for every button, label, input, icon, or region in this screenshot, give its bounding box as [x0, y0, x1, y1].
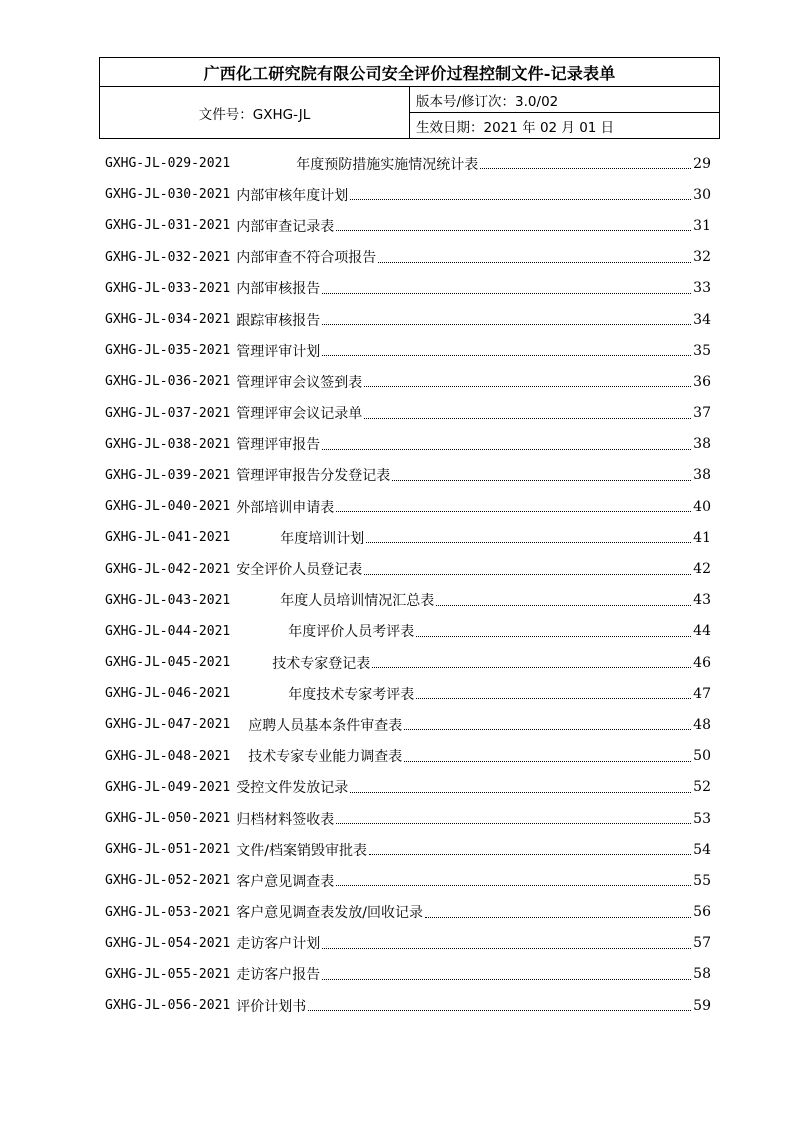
- toc-dot-leader: [364, 574, 691, 575]
- toc-entry-code: GXHG-JL-055-2021: [105, 966, 231, 982]
- toc-entry-page-number: 58: [693, 966, 711, 983]
- toc-dot-leader: [336, 885, 691, 886]
- toc-entry-title: 内部审查记录表: [236, 218, 335, 235]
- toc-entry[interactable]: [105, 897, 711, 928]
- toc-entry-code: GXHG-JL-056-2021: [105, 998, 231, 1014]
- toc-entry-code: GXHG-JL-039-2021: [105, 467, 231, 483]
- toc-entry-title: 管理评审会议签到表: [236, 374, 363, 391]
- toc-entry-page-number: 43: [693, 592, 711, 609]
- toc-dot-leader: [336, 511, 691, 512]
- toc-entry-code: GXHG-JL-035-2021: [105, 343, 231, 359]
- toc-dot-leader: [322, 979, 691, 980]
- toc-entry-code: GXHG-JL-047-2021: [105, 717, 231, 733]
- toc-dot-leader: [416, 636, 691, 637]
- toc-dot-leader: [350, 199, 691, 200]
- toc-entry-page-number: 50: [693, 748, 711, 765]
- toc-entry-title: 内部审查不符合项报告: [236, 250, 377, 267]
- toc-entry-code: GXHG-JL-051-2021: [105, 842, 231, 858]
- toc-entry-title: 管理评审会议记录单: [236, 406, 363, 423]
- toc-entry[interactable]: [105, 242, 711, 273]
- toc-entry-title: 跟踪审核报告: [236, 312, 321, 329]
- toc-entry-page-number: 36: [693, 373, 711, 390]
- toc-entry[interactable]: [105, 772, 711, 803]
- toc-entry-page-number: 40: [693, 498, 711, 515]
- toc-entry-title: 文件/档案销毁审批表: [236, 842, 367, 859]
- toc-entry[interactable]: [105, 616, 711, 647]
- toc-dot-leader: [416, 698, 691, 699]
- toc-entry[interactable]: [105, 709, 711, 740]
- toc-entry-code: GXHG-JL-045-2021: [105, 655, 231, 671]
- toc-entry-page-number: 29: [693, 155, 711, 172]
- toc-entry-title: 年度预防措施实施情况统计表: [296, 156, 479, 173]
- toc-entry-code: GXHG-JL-049-2021: [105, 779, 231, 795]
- toc-entry-code: GXHG-JL-041-2021: [105, 530, 231, 546]
- toc-entry-code: GXHG-JL-033-2021: [105, 280, 231, 296]
- toc-dot-leader: [322, 324, 691, 325]
- toc-entry[interactable]: [105, 741, 711, 772]
- toc-entry-page-number: 31: [693, 217, 711, 234]
- toc-entry[interactable]: [105, 585, 711, 616]
- toc-entry-code: GXHG-JL-029-2021: [105, 156, 231, 172]
- toc-entry-code: GXHG-JL-037-2021: [105, 405, 231, 421]
- toc-entry-title: 年度人员培训情况汇总表: [280, 593, 435, 610]
- toc-entry[interactable]: [105, 647, 711, 678]
- toc-entry[interactable]: [105, 990, 711, 1021]
- toc-entry-title: 客户意见调查表发放/回收记录: [236, 905, 423, 922]
- effective-date: 生效日期：2021 年 02 月 01 日: [410, 113, 720, 139]
- toc-entry[interactable]: [105, 803, 711, 834]
- toc-entry-page-number: 59: [693, 997, 711, 1014]
- toc-dot-leader: [364, 386, 691, 387]
- toc-entry-page-number: 33: [693, 280, 711, 297]
- toc-entry-title: 技术专家登记表: [272, 655, 371, 672]
- toc-dot-leader: [336, 823, 691, 824]
- toc-dot-leader: [336, 230, 691, 231]
- toc-entry-code: GXHG-JL-034-2021: [105, 312, 231, 328]
- toc-dot-leader: [322, 449, 691, 450]
- toc-entry[interactable]: [105, 865, 711, 896]
- toc-entry-title: 客户意见调查表: [236, 873, 335, 890]
- toc-dot-leader: [308, 1010, 691, 1011]
- toc-dot-leader: [364, 418, 691, 419]
- toc-dot-leader: [404, 761, 691, 762]
- toc-entry-page-number: 48: [693, 716, 711, 733]
- table-of-contents: [105, 148, 711, 1021]
- toc-entry-code: GXHG-JL-050-2021: [105, 811, 231, 827]
- toc-entry[interactable]: [105, 304, 711, 335]
- toc-entry-page-number: 32: [693, 249, 711, 266]
- toc-entry-page-number: 46: [693, 654, 711, 671]
- toc-entry-page-number: 37: [693, 405, 711, 422]
- toc-entry-title: 内部审核报告: [236, 281, 321, 298]
- toc-entry-page-number: 44: [693, 623, 711, 640]
- toc-entry-title: 年度培训计划: [280, 530, 365, 547]
- toc-dot-leader: [404, 729, 691, 730]
- toc-entry-title: 走访客户报告: [236, 967, 321, 984]
- toc-entry-code: GXHG-JL-052-2021: [105, 873, 231, 889]
- toc-entry[interactable]: [105, 959, 711, 990]
- document-number: 文件号：GXHG-JL: [100, 87, 410, 139]
- toc-entry-title: 管理评审报告: [236, 437, 321, 454]
- toc-entry-code: GXHG-JL-044-2021: [105, 623, 231, 639]
- toc-entry-code: GXHG-JL-036-2021: [105, 374, 231, 390]
- toc-entry-title: 管理评审计划: [236, 343, 321, 360]
- toc-entry[interactable]: [105, 928, 711, 959]
- toc-dot-leader: [322, 355, 691, 356]
- toc-entry-title: 评价计划书: [236, 998, 307, 1015]
- toc-entry-title: 年度评价人员考评表: [288, 624, 415, 641]
- toc-entry-title: 走访客户计划: [236, 936, 321, 953]
- toc-entry[interactable]: [105, 179, 711, 210]
- toc-entry[interactable]: [105, 553, 711, 584]
- toc-dot-leader: [322, 293, 691, 294]
- toc-entry-code: GXHG-JL-053-2021: [105, 904, 231, 920]
- toc-entry-page-number: 57: [693, 935, 711, 952]
- toc-entry-code: GXHG-JL-030-2021: [105, 187, 231, 203]
- toc-entry-page-number: 38: [693, 436, 711, 453]
- toc-entry-page-number: 42: [693, 561, 711, 578]
- toc-entry[interactable]: [105, 398, 711, 429]
- toc-entry-title: 应聘人员基本条件审查表: [248, 717, 403, 734]
- toc-entry-page-number: 38: [693, 467, 711, 484]
- toc-entry-code: GXHG-JL-054-2021: [105, 935, 231, 951]
- toc-dot-leader: [378, 262, 691, 263]
- toc-dot-leader: [480, 168, 691, 169]
- toc-entry[interactable]: [105, 429, 711, 460]
- toc-entry[interactable]: [105, 460, 711, 491]
- toc-entry-title: 管理评审报告分发登记表: [236, 468, 391, 485]
- toc-entry[interactable]: [105, 273, 711, 304]
- toc-entry-page-number: 56: [693, 904, 711, 921]
- toc-entry-code: GXHG-JL-048-2021: [105, 748, 231, 764]
- toc-entry[interactable]: [105, 335, 711, 366]
- toc-entry-title: 内部审核年度计划: [236, 187, 349, 204]
- toc-dot-leader: [425, 917, 691, 918]
- toc-entry-page-number: 55: [693, 872, 711, 889]
- toc-entry-code: GXHG-JL-043-2021: [105, 592, 231, 608]
- toc-entry-page-number: 34: [693, 311, 711, 328]
- toc-dot-leader: [392, 480, 691, 481]
- toc-entry[interactable]: [105, 834, 711, 865]
- toc-entry-title: 技术专家专业能力调查表: [248, 749, 403, 766]
- toc-entry-page-number: 41: [693, 529, 711, 546]
- toc-entry[interactable]: [105, 491, 711, 522]
- toc-entry[interactable]: [105, 678, 711, 709]
- toc-entry-page-number: 47: [693, 685, 711, 702]
- toc-dot-leader: [322, 948, 691, 949]
- toc-entry-title: 年度技术专家考评表: [288, 686, 415, 703]
- toc-entry-code: GXHG-JL-042-2021: [105, 561, 231, 577]
- document-header-table: [99, 57, 720, 139]
- toc-entry-title: 外部培训申请表: [236, 499, 335, 516]
- toc-entry-code: GXHG-JL-046-2021: [105, 686, 231, 702]
- toc-entry[interactable]: [105, 210, 711, 241]
- toc-entry-title: 受控文件发放记录: [236, 780, 349, 797]
- version-number: 版本号/修订次：3.0/02: [410, 87, 720, 113]
- toc-entry-code: GXHG-JL-031-2021: [105, 218, 231, 234]
- toc-entry-page-number: 53: [693, 810, 711, 827]
- toc-entry-page-number: 52: [693, 779, 711, 796]
- toc-dot-leader: [350, 792, 691, 793]
- toc-entry-page-number: 54: [693, 841, 711, 858]
- toc-entry[interactable]: [105, 522, 711, 553]
- toc-entry-code: GXHG-JL-038-2021: [105, 436, 231, 452]
- toc-entry-page-number: 35: [693, 342, 711, 359]
- toc-dot-leader: [369, 854, 691, 855]
- toc-dot-leader: [366, 542, 691, 543]
- toc-entry[interactable]: [105, 366, 711, 397]
- toc-entry[interactable]: [105, 148, 711, 179]
- toc-entry-title: 安全评价人员登记表: [236, 562, 363, 579]
- toc-entry-code: GXHG-JL-032-2021: [105, 249, 231, 265]
- toc-dot-leader: [372, 667, 691, 668]
- document-title: 广西化工研究院有限公司安全评价过程控制文件-记录表单: [100, 58, 720, 87]
- toc-dot-leader: [436, 605, 691, 606]
- toc-entry-page-number: 30: [693, 186, 711, 203]
- toc-entry-code: GXHG-JL-040-2021: [105, 499, 231, 515]
- toc-entry-title: 归档材料签收表: [236, 811, 335, 828]
